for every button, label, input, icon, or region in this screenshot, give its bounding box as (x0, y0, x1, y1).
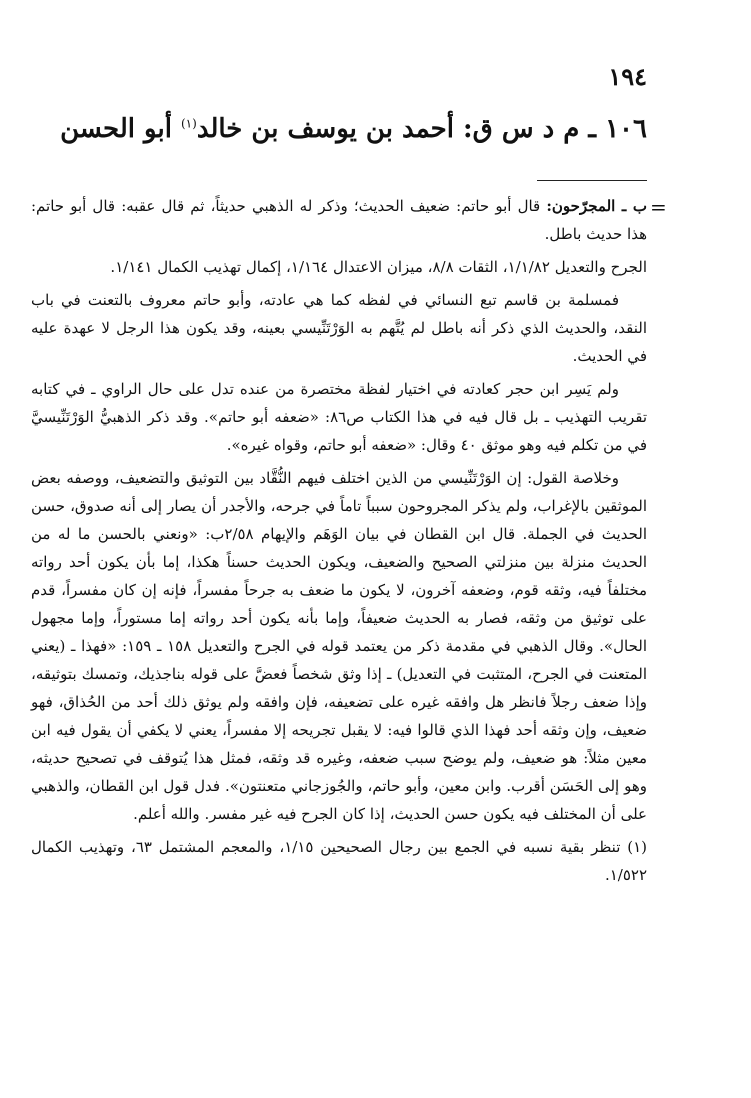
margin-mark: = (650, 195, 667, 219)
critics-text: قال أبو حاتم: ضعيف الحديث؛ وذكر له الذهبي حديثاً، ثم قال عقبه: قال أبو حاتم: هذا حديث باطل. (31, 197, 647, 243)
footnote-reference: (١) (180, 116, 197, 131)
discussion-paragraph-1: فمسلمة بن قاسم تبع النسائي في لفظه كما هي عادته، وأبو حاتم معروف بالتعنت في باب النقد، والحديث الذي ذكر أنه باطل لم يُتَّهم به الوَرْتَنِّيسي بعينه، وقد يكون هذا الرجل لا عهدة عليه في الحديث. (31, 291, 647, 365)
critics-label: ب ـ المجرّحون: (546, 197, 648, 215)
page-number: ١٩٤ (608, 62, 647, 91)
entry-heading-text: ١٠٦ ـ م د س ق: أحمد بن يوسف بن خالد (196, 114, 647, 144)
entry-heading-kunya: أبو الحسن (60, 114, 181, 144)
references-paragraph: الجرح والتعديل ١/١/٨٢، الثقات ٨/٨، ميزان الاعتدال ١/١٦٤، إكمال تهذيب الكمال ١/١٤١. (110, 258, 647, 276)
conclusion-paragraph: وخلاصة القول: إن الوَرْتَنِّيسي من الذين اختلف فيهم النُّقَّاد بين التوثيق والتضعيف، ووصفه بعض الموثقين بالإغراب، ولم يذكر المجروحون سبباً تاماً في جرحه، والأجدر أن يصار إلى أنه صدوق، حسن الحديث في الجملة. قال ابن القطان في بيان الوَهَم والإيهام ٢/٥٨ب: «ونعني بالحسن ما له من الحديث منزلة بين منزلتي الصحيح والضعيف، ويكون الحديث حسناً هكذا، إما بأن يكون أحد رواته مختلفاً فيه، وثقه قوم، وضعفه آخرون، لا يكون ما ضعف به جرحاً مفسراً، فإنه إن كان مفسراً، قدم على توثيق من وثقه، فصار به الحديث ضعيفاً، وإما بأنه يكون أحد رواته إما مستوراً، وإما مجهول الحال». وقال الذهبي في مقدمة ذكر من يعتمد قوله في الجرح والتعديل ١٥٨ ـ ١٥٩: «فهذا ـ (يعني المتعنت في الجرح، المتثبت في التعديل) ـ إذا وثق شخصاً فعضَّ على قوله بناجذيك، وتمسك بتوثيقه، وإذا ضعف رجلاً فانظر هل وافقه غيره على تضعيفه، فإن وافقه ولم يوثق ذلك أحد من الحُذاق، فهو ضعيف، وإن وثقه أحد فهذا الذي قالوا فيه: لا يقبل تجريحه إلا مفسراً، يعني لا يكفي أن يقول فيه ابن معين مثلاً: هو ضعيف، ولم يوضح سبب ضعفه، وغيره قد وثقه، فمثل هذا يُتوقف في تصحيح حديثه، وهو إلى الحَسَن أقرب. وابن معين، وأبو حاتم، والجُوزجاني متعنتون». فدل قول ابن القطان، والذهبي على أن المختلف فيه يكون حسن الحديث، إذا كان الجرح فيه غير مفسر. والله أعلم. (31, 469, 647, 823)
discussion-paragraph-2: ولم يَسِر ابن حجر كعادته في اختيار لفظة مختصرة من عنده تدل على حال الراوي ـ في كتابه تقريب التهذيب ـ بل قال فيه في هذا الكتاب ص٨٦: «ضعفه أبو حاتم». وقد ذكر الذهبيُّ الوَرْتَنِّيسيَّ في من تكلم فيه وهو موثق ٤٠ وقال: «ضعفه أبو حاتم، وقواه غيره». (31, 380, 647, 454)
critics-paragraph (31, 192, 647, 248)
page-body (31, 192, 647, 894)
entry-heading (60, 114, 647, 144)
heading-divider (537, 180, 647, 181)
footnote: (١) تنظر بقية نسبه في الجمع بين رجال الصحيحين ١/١٥، والمعجم المشتمل ٦٣، وتهذيب الكمال ١/٥٢٢. (31, 838, 647, 884)
